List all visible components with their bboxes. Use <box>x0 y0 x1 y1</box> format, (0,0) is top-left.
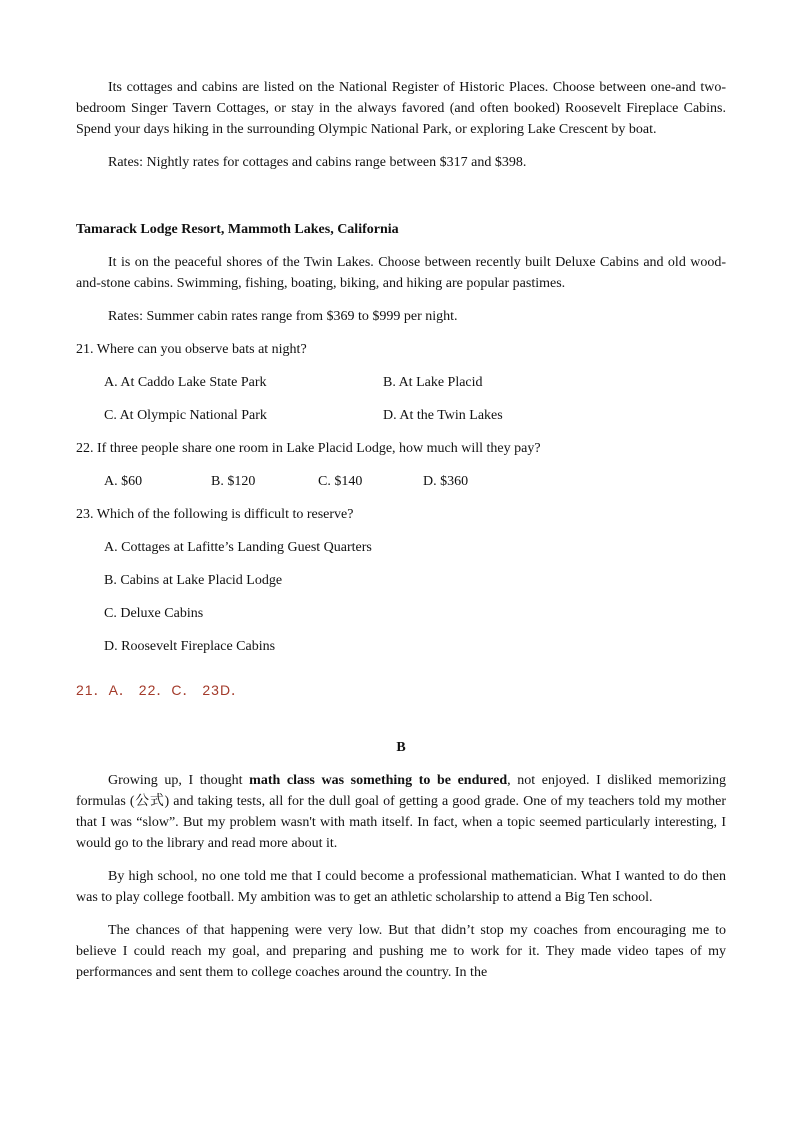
option-22-b: B. $120 <box>211 474 256 489</box>
question-21: 21. Where can you observe bats at night? <box>76 342 307 357</box>
question-22-options <box>76 471 726 492</box>
question-21-options-row1 <box>76 372 726 393</box>
question-21-options-row2 <box>76 405 726 426</box>
paragraph-historic-cabins: Its cottages and cabins are listed on the National Register of Historic Places. Choose between one-and two-bedroom Singer Tavern Cottages, or stay in the always favored (and often booked) Roosevelt Fireplace Cabins. Spend your days hiking in the surrounding Olympic National Park, or exploring Lake Crescent by boat. <box>76 80 726 137</box>
passage-b-label: B <box>396 740 406 755</box>
paragraph-b-2: By high school, no one told me that I could become a professional mathematician. What I wanted to do then was to play college football. My ambition was to get an athletic scholarship to attend a Big Ten school. <box>76 869 726 905</box>
section-heading-tamarack: Tamarack Lodge Resort, Mammoth Lakes, California <box>76 222 399 237</box>
question-22: 22. If three people share one room in Lake Placid Lodge, how much will they pay? <box>76 441 541 456</box>
option-21-d: D. At the Twin Lakes <box>383 408 503 423</box>
option-23-c: C. Deluxe Cabins <box>104 606 204 621</box>
paragraph-b-1-emphasis: math class was something to be endured <box>249 773 508 788</box>
option-23-a: A. Cottages at Lafitte’s Landing Guest Quarters <box>104 540 372 555</box>
paragraph-b-1-rest: , not enjoyed. I disliked memorizing formulas (公式) and taking tests, all for the dull goal of getting a good grade. One of my teachers told my mother that I was “slow”. But my problem wasn't with math itself. In fact, when a topic seemed particularly interesting, I would go to the library and read more about it. <box>76 773 727 851</box>
option-22-a: A. $60 <box>104 474 143 489</box>
option-21-c: C. At Olympic National Park <box>104 408 267 423</box>
paragraph-tamarack: It is on the peaceful shores of the Twin Lakes. Choose between recently built Deluxe Cabins and old wood-and-stone cabins. Swimming, fishing, boating, biking, and hiking are popular pastimes. <box>76 255 726 291</box>
paragraph-b-1 <box>76 770 726 854</box>
rates-historic-cabins: Rates: Nightly rates for cottages and cabins range between $317 and $398. <box>108 155 527 170</box>
option-22-d: D. $360 <box>423 474 469 489</box>
answer-key: 21．A． 22．C． 23D． <box>76 682 247 698</box>
paragraph-b-3: The chances of that happening were very low. But that didn’t stop my coaches from encouraging me to believe I could reach my goal, and preparing and pushing me to work for it. They made video tapes of my performances and sent them to college coaches around the country. In the <box>76 923 726 980</box>
question-23: 23. Which of the following is difficult to reserve? <box>76 507 354 522</box>
option-21-b: B. At Lake Placid <box>383 375 483 390</box>
document-page <box>76 77 726 983</box>
option-23-b: B. Cabins at Lake Placid Lodge <box>104 573 283 588</box>
rates-tamarack: Rates: Summer cabin rates range from $369 to $999 per night. <box>108 309 458 324</box>
option-22-c: C. $140 <box>318 474 363 489</box>
option-21-a: A. At Caddo Lake State Park <box>104 375 267 390</box>
paragraph-b-1-start: Growing up, I thought <box>108 773 250 788</box>
option-23-d: D. Roosevelt Fireplace Cabins <box>104 639 276 654</box>
